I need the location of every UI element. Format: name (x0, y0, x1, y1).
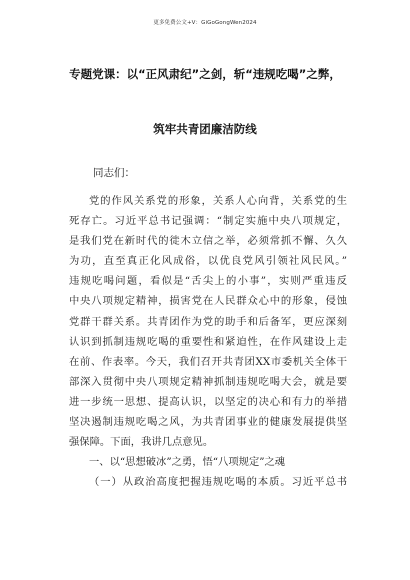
body-line: 为功，直至真正化风成俗，以优良党风引领社风民风。” (69, 255, 347, 268)
body-line: 党群干群关系。共青团作为党的助手和后备军，更应深刻 (69, 315, 347, 328)
body-line: 强保障。下面，我讲几点意见。 (69, 436, 214, 449)
body-line: 坚决遏制违规吃喝之风，为共青团事业的健康发展提供坚 (69, 416, 347, 429)
body-line: 党的作风关系党的形象，关系人心向背，关系党的生 (89, 195, 347, 207)
document-title-line-1: 专题党课：以“正风肃纪”之剑，斩“违规吃喝”之弊， (69, 67, 341, 81)
document-body (69, 191, 347, 492)
body-line: 进一步统一思想、提高认识，以坚定的决心和有力的举措 (69, 395, 347, 408)
body-line: 部深入贯彻中央八项规定精神抓制违规吃喝大会，就是要 (69, 375, 347, 388)
body-line: 是我们党在新时代的徙木立信之举，必须常抓不懈、久久 (69, 235, 347, 248)
body-line: 中央八项规定精神，损害党在人民群众心中的形象，侵蚀 (69, 295, 347, 308)
body-line: 在前、作表率。今天，我们召开共青团XX市委机关全体干 (69, 355, 347, 368)
section-heading: 一、以“思想破冰”之勇，悟“八项规定”之魂 (89, 456, 286, 469)
document-title-line-2: 筑牢共青团廉洁防线 (153, 122, 257, 136)
header-note: 更多免费公文+V：GiGoGongWen2024 (153, 20, 257, 26)
body-line: 违规吃喝问题，看似是“舌尖上的小事”，实则严重违反 (69, 275, 347, 288)
salutation: 同志们： (93, 167, 135, 179)
subsection-heading: （一）从政治高度把握违规吃喝的本质。习近平总书 (89, 476, 347, 489)
body-line: 死存亡。习近平总书记强调：“制定实施中央八项规定， (69, 215, 347, 228)
body-line: 认识到抓制违规吃喝的重要性和紧迫性，在作风建设上走 (69, 335, 347, 348)
